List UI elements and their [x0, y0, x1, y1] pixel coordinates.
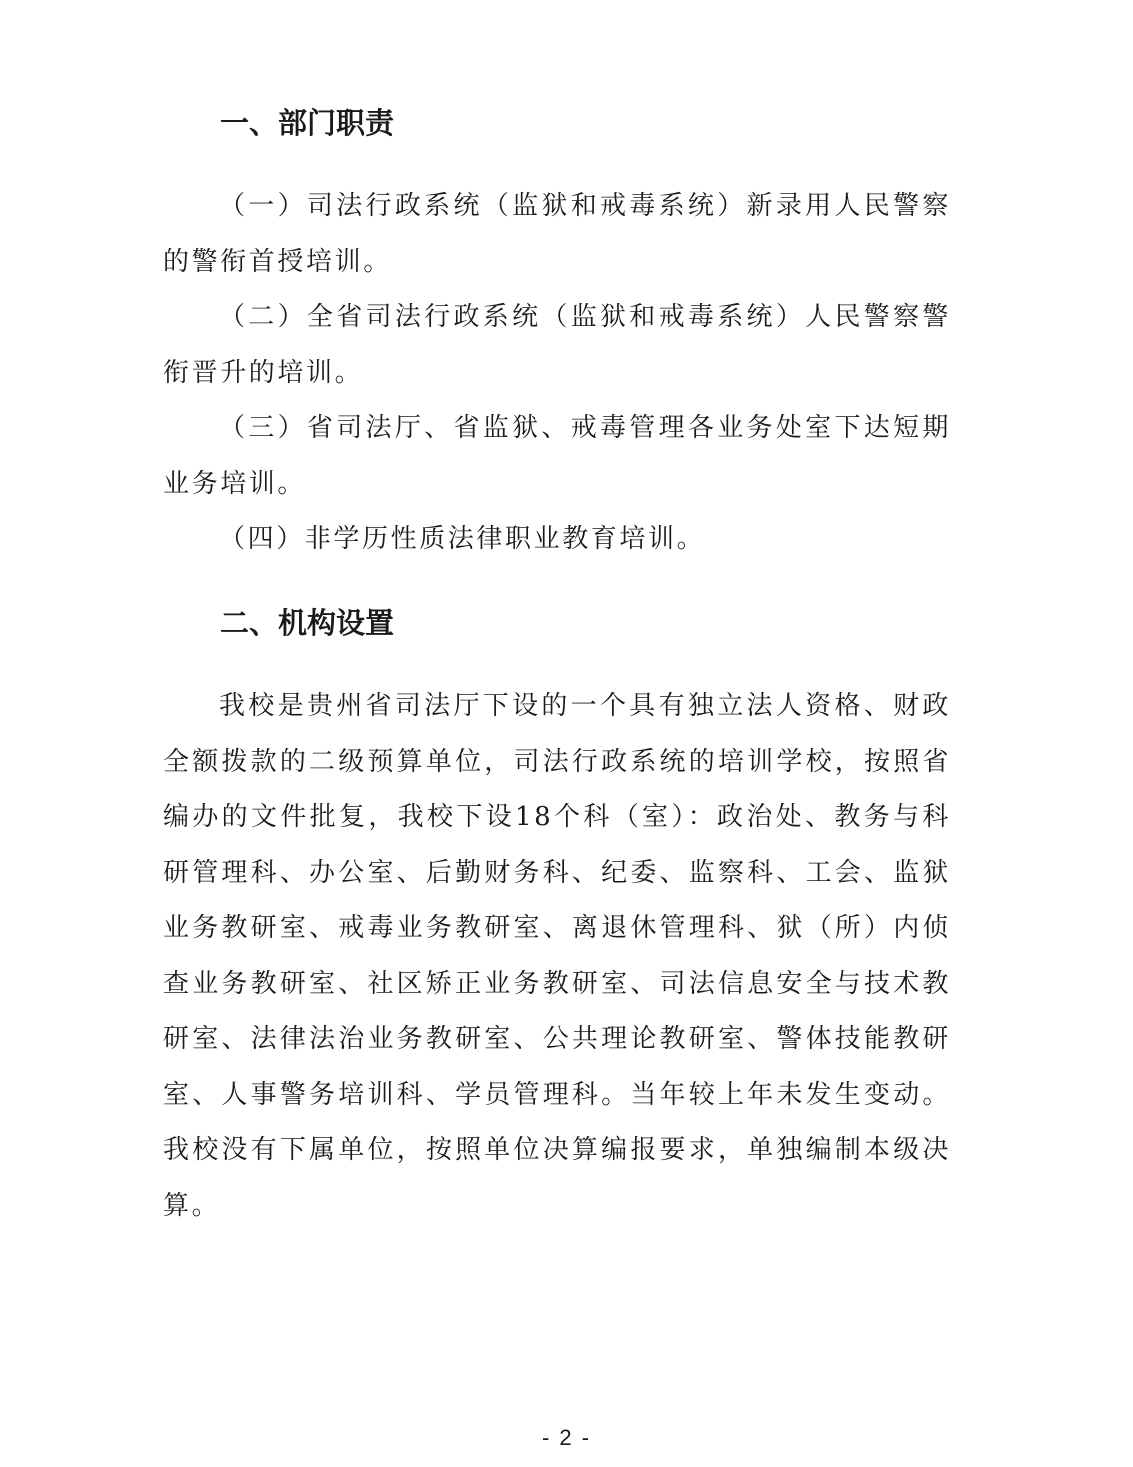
section-heading-organization: 二、机构设置: [220, 606, 395, 640]
duty-item-3: （三）省司法厅、省监狱、戒毒管理各业务处室下达短期业务培训。: [163, 413, 951, 499]
page-number: - 2 -: [541, 1425, 592, 1450]
duty-item-2: （二）全省司法行政系统（监狱和戒毒系统）人民警察警衔晋升的培训。: [163, 302, 951, 388]
organization-paragraph: 我校是贵州省司法厅下设的一个具有独立法人资格、财政全额拨款的二级预算单位，司法行政系统的培训学校，按照省编办的文件批复，我校下设18个科（室）：政治处、教务与科研管理科、办公室、后勤财务科、纪委、监察科、工会、监狱业务教研室、戒毒业务教研室、离退休管理科、狱（所）内侦查业务教研室、社区矫正业务教研室、司法信息安全与技术教研室、法律法治业务教研室、公共理论教研室、警体技能教研室、人事警务培训科、学员管理科。当年较上年未发生变动。我校没有下属单位，按照单位决算编报要求，单独编制本级决算。: [163, 691, 951, 1221]
duty-item-4: （四）非学历性质法律职业教育培训。: [219, 524, 706, 554]
section-heading-department-duties: 一、部门职责: [220, 106, 395, 140]
duty-item-1: （一）司法行政系统（监狱和戒毒系统）新录用人民警察的警衔首授培训。: [163, 191, 951, 277]
